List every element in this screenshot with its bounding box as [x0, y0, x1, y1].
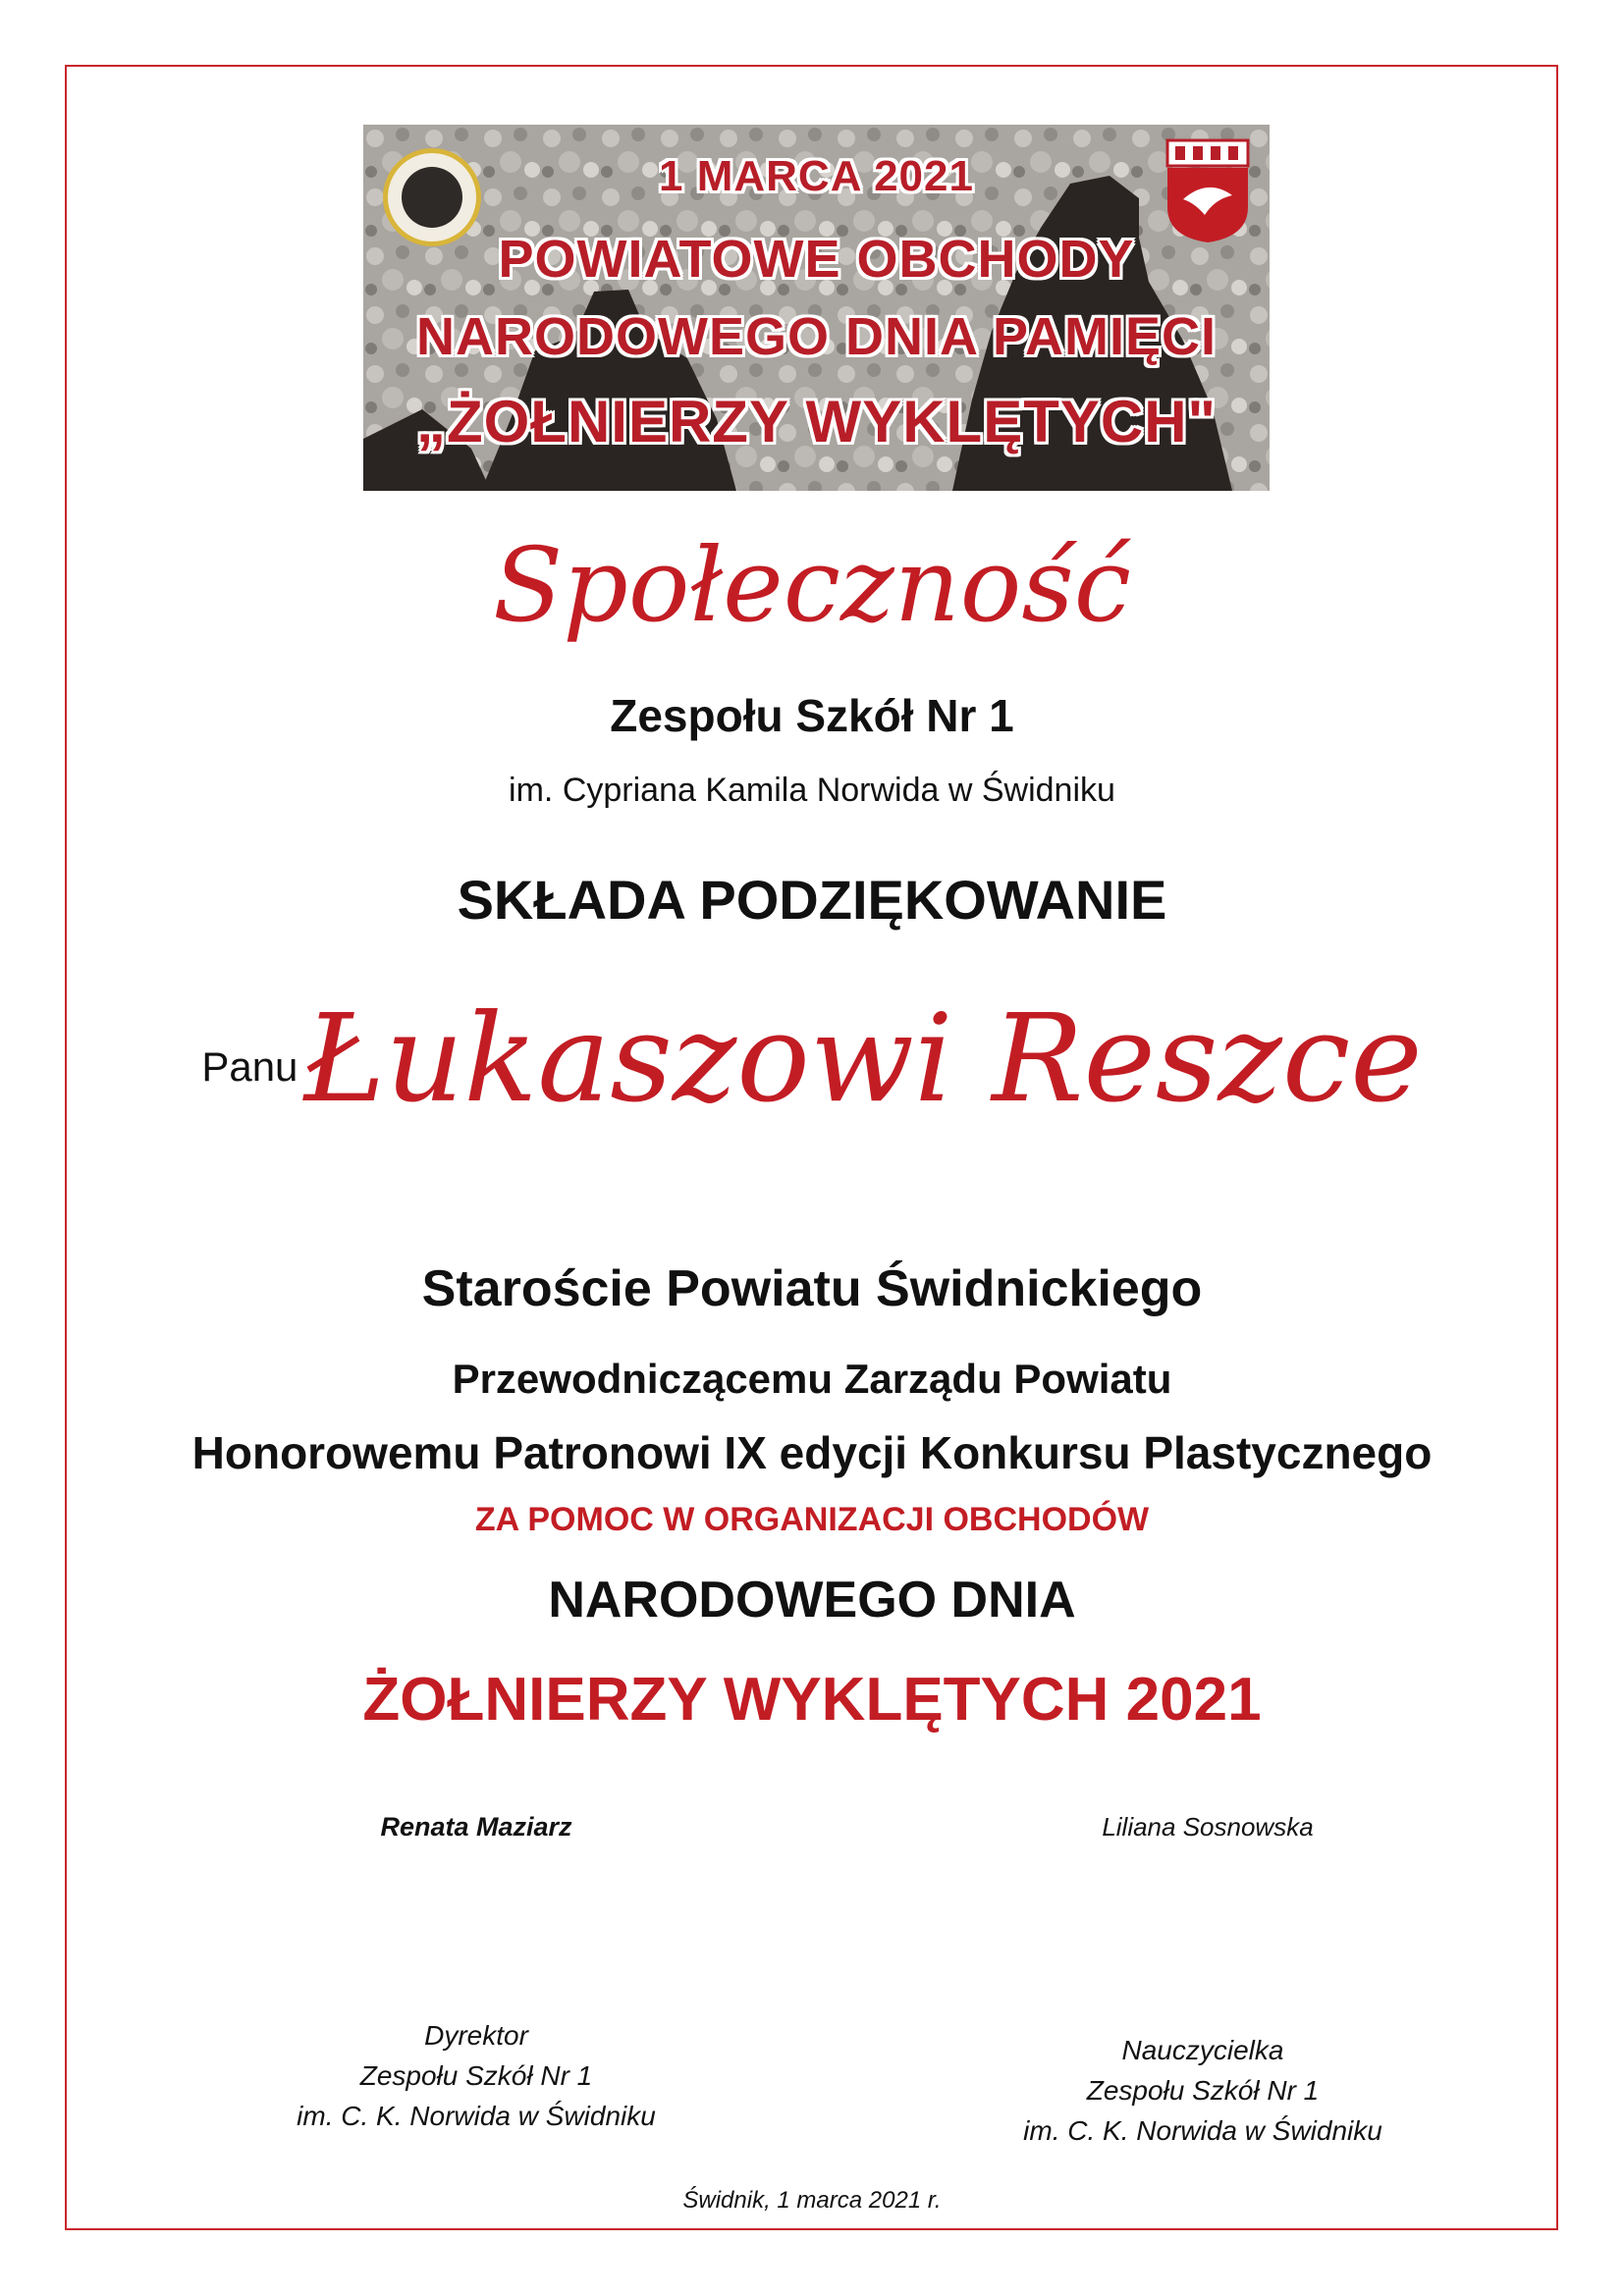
banner-title-line3: „ŻOŁNIERZY WYKLĘTYCH" [415, 389, 1217, 454]
thanks-heading: SKŁADA PODZIĘKOWANIE [457, 869, 1167, 931]
school-patron: im. Cypriana Kamila Norwida w Świdniku [509, 772, 1115, 809]
signatory-left-role [255, 2015, 697, 2136]
banner-title-line2: NARODOWEGO DNIA PAMIĘCI [416, 307, 1217, 366]
recipient-role-2: Przewodniczącemu Zarządu Powiatu [452, 1356, 1172, 1402]
school-name: Zespołu Szkół Nr 1 [610, 690, 1014, 741]
signatory-right-role [982, 2030, 1424, 2151]
event-name-line1: NARODOWEGO DNIA [548, 1572, 1076, 1629]
recipient-name: Łukaszowi Reszce [303, 988, 1423, 1130]
recipient-line [0, 988, 1624, 1165]
signatory-left-school: Zespołu Szkół Nr 1 [359, 2060, 593, 2091]
recipient-role-1: Staroście Powiatu Świdnickiego [421, 1260, 1203, 1317]
recipient-role-3: Honorowemu Patronowi IX edycji Konkursu Plastycznego [191, 1427, 1433, 1478]
event-banner [363, 125, 1270, 491]
signatory-left-patron: im. C. K. Norwida w Świdniku [297, 2101, 656, 2131]
event-name-line2: ŻOŁNIERZY WYKLĘTYCH 2021 [362, 1666, 1262, 1734]
signatory-left-title: Dyrektor [424, 2020, 528, 2051]
signatory-right-school: Zespołu Szkół Nr 1 [1086, 2075, 1320, 2106]
signatory-right-patron: im. C. K. Norwida w Świdniku [1023, 2115, 1382, 2146]
signatory-right-title: Nauczycielka [1121, 2035, 1284, 2065]
banner-date: 1 MARCA 2021 [659, 152, 974, 200]
signatory-left-name: Renata Maziarz [380, 1812, 572, 1842]
thanks-reason: ZA POMOC W ORGANIZACJI OBCHODÓW [474, 1501, 1150, 1538]
place-and-date: Świdnik, 1 marca 2021 r. [682, 2187, 942, 2214]
signatory-right-name: Liliana Sosnowska [1102, 1812, 1314, 1842]
recipient-honorific: Panu [201, 1043, 298, 1090]
banner-title-line1: POWIATOWE OBCHODY [498, 230, 1135, 289]
community-heading: Społeczność [493, 525, 1131, 645]
